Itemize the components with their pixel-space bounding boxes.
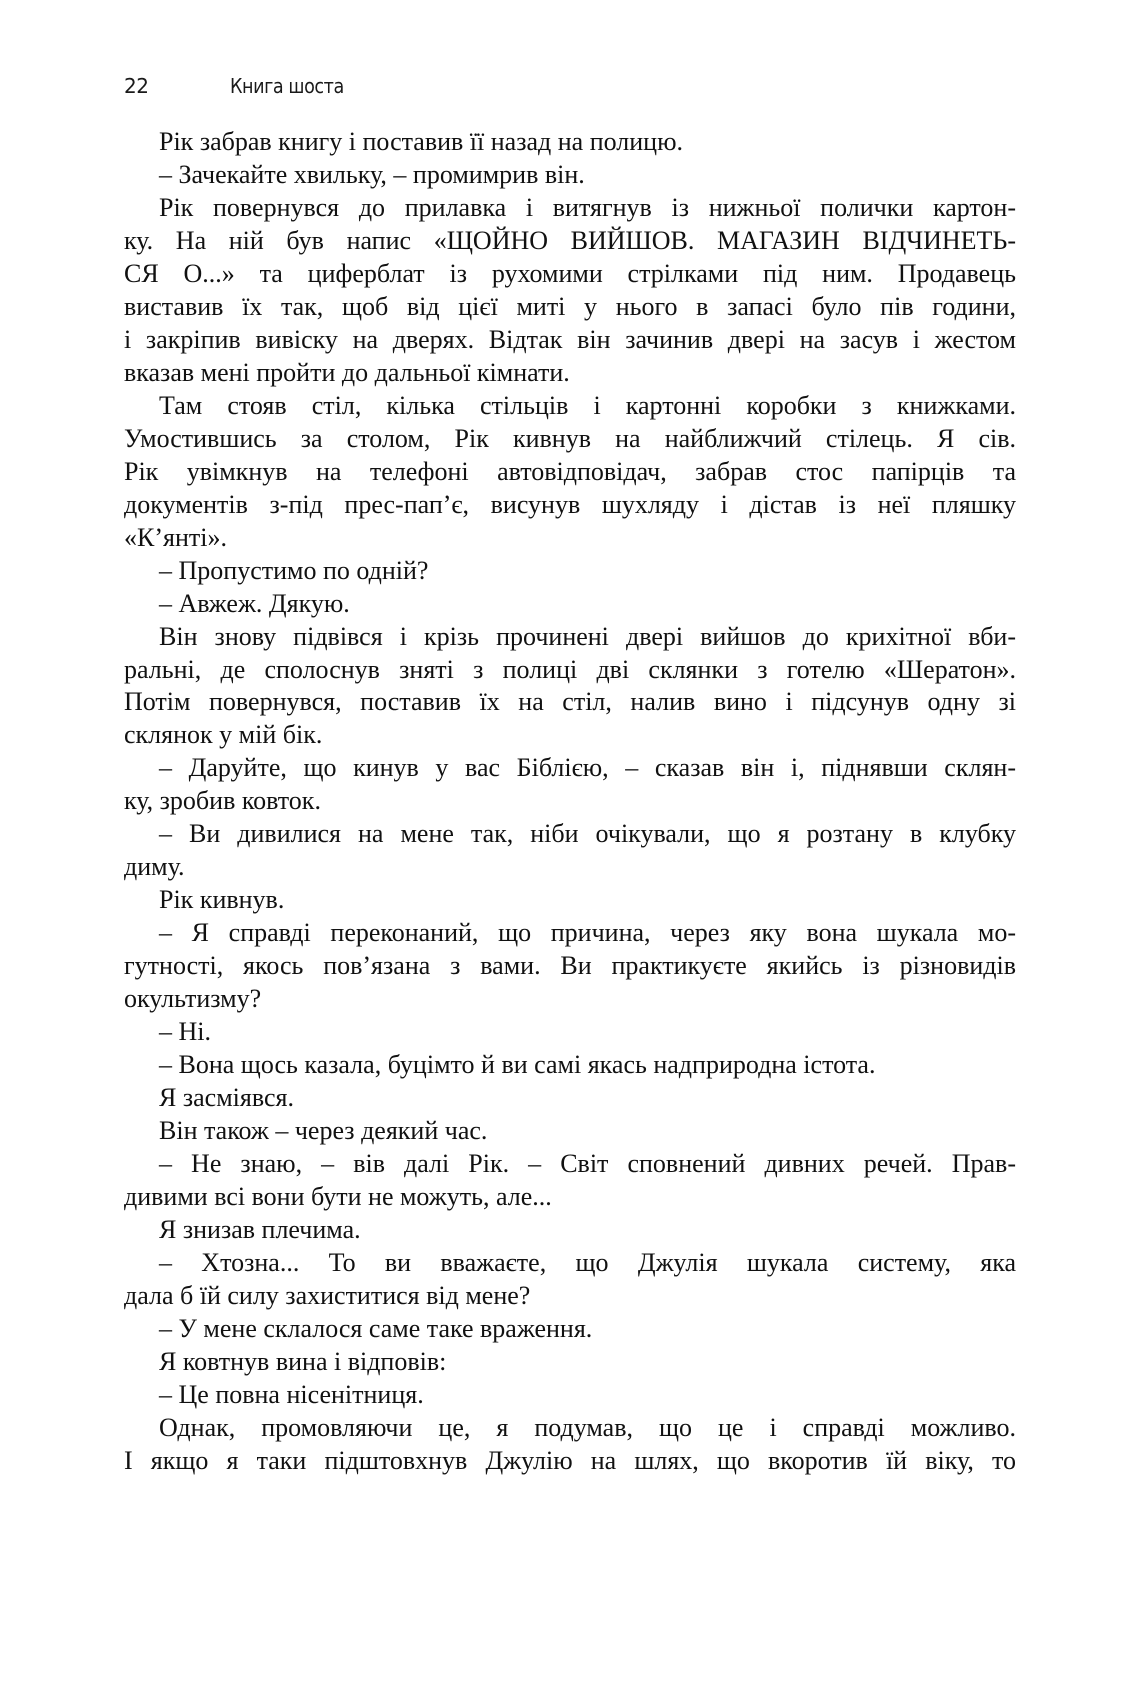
text-line: І якщо я таки підштовхнув Джулію на шлях, що вкоротив їй віку, то [124,1445,1016,1475]
text-line: – Даруйте, що кинув у вас Біблією, – сказав він і, піднявши склян- [159,753,1016,783]
text-line: – Вона щось казала, буцімто й ви самі якась надприродна істота. [159,1050,876,1080]
text-line: Я засміявся. [159,1083,294,1113]
text-line: дала б їй силу захиститися від мене? [124,1280,531,1310]
text-line: Потім повернувся, поставив їх на стіл, налив вино і підсунув одну зі [124,687,1016,717]
text-line: Умостившись за столом, Рік кивнув на найближчий стілець. Я сів. [124,423,1016,453]
text-line: – Це повна нісенітниця. [159,1379,424,1409]
text-line: ральні, де сполоснув зняті з полиці дві склянки з готелю «Шератон». [124,654,1016,684]
text-line: виставив їх так, щоб від цієї миті у нього в запасі було пів години, [124,291,1016,321]
text-line: диму. [124,852,185,882]
text-line: Рік увімкнув на телефоні автовідповідач, забрав стос папірців та [124,456,1016,486]
text-line: Рік забрав книгу і поставив її назад на полицю. [159,127,683,156]
text-line: дивими всі вони бути не можуть, але... [124,1182,552,1211]
body-text [124,126,1016,1478]
text-line: – У мене склалося саме таке враження. [159,1313,593,1343]
text-line: – Авжеж. Дякую. [159,588,350,618]
page-number: 22 [124,74,149,98]
text-line: – Ви дивилися на мене так, ніби очікували, що я розтану в клубку [159,819,1016,849]
text-line: «К’янті». [124,522,227,552]
text-line: Рік кивнув. [159,885,285,915]
running-title: Книга шоста [230,74,344,98]
text-line: СЯ О...» та циферблат із рухомими стрілками під ним. Продавець [124,258,1016,288]
text-line: ку, зробив ковток. [124,786,321,816]
text-line: вказав мені пройти до дальньої кімнати. [124,357,570,387]
text-line: Я ковтнув вина і відповів: [159,1346,447,1376]
text-line: гутності, якось пов’язана з вами. Ви практикуєте якийсь із різновидів [124,951,1016,981]
text-line: Там стояв стіл, кілька стільців і картонні коробки з книжками. [159,390,1016,420]
text-line: ку. На ній був напис «ЩОЙНО ВИЙШОВ. МАГАЗИН ВІДЧИНЕТЬ- [124,225,1016,255]
text-line: Він знову підвівся і крізь прочинені двері вийшов до крихітної вби- [159,621,1016,651]
text-line: окультизму? [124,984,262,1014]
text-line: – Зачекайте хвильку, – промимрив він. [159,159,585,189]
text-line: і закріпив вивіску на дверях. Відтак він зачинив двері на засув і жестом [124,324,1016,354]
text-line: Однак, промовляючи це, я подумав, що це і справді можливо. [159,1412,1016,1442]
text-line: Він також – через деякий час. [159,1116,488,1146]
text-line: – Пропустимо по одній? [159,555,429,585]
text-line: – Хтозна... То ви вважаєте, що Джулія шукала систему, яка [159,1247,1016,1277]
text-line: Рік повернувся до прилавка і витягнув із нижньої полички картон- [159,192,1016,222]
text-line: – Ні. [159,1017,211,1047]
text-line: – Не знаю, – вів далі Рік. – Світ сповнений дивних речей. Прав- [159,1149,1016,1179]
text-line: Я знизав плечима. [159,1214,361,1244]
text-line: – Я справді переконаний, що причина, через яку вона шукала мо- [159,918,1016,948]
text-line: документів з-під прес-пап’є, висунув шухляду і дістав із неї пляшку [124,489,1016,519]
text-line: склянок у мій бік. [124,720,323,750]
